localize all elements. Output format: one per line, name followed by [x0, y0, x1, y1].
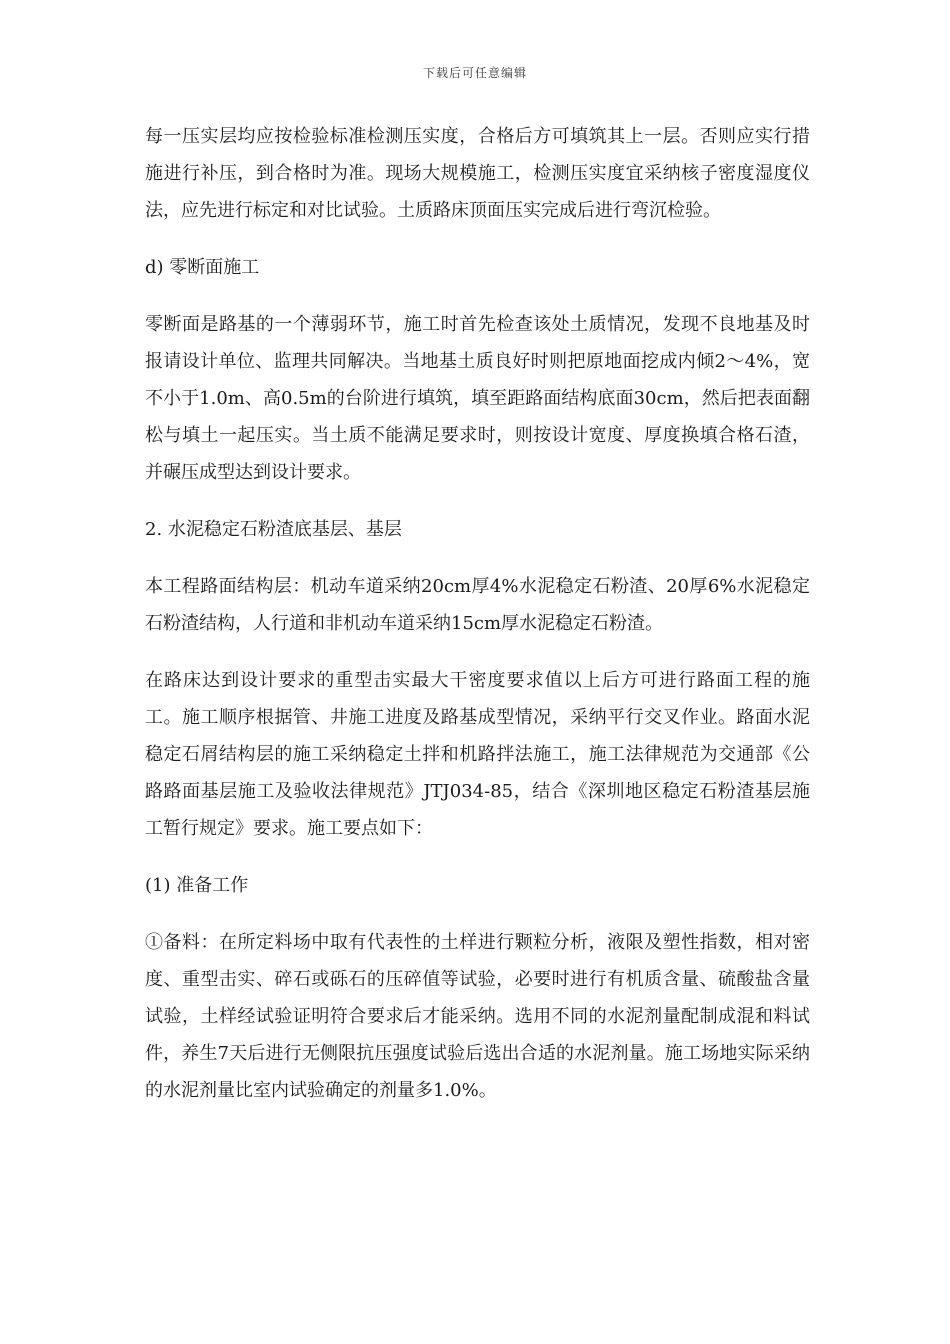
paragraph-materials: ①备料：在所定料场中取有代表性的土样进行颗粒分析，液限及塑性指数，相对密度、重型击实、碎石或砾石的压碎值等试验，必要时进行有机质含量、硫酸盐含量试验，土样经试验证明符合要求后才能采纳。选用不同的水泥剂量配制成混和料试件，养生7天后进行无侧限抗压强度试验后选出合适的水泥剂量。施工场地实际采纳的水泥剂量比室内试验确定的剂量多1.0%。	[145, 932, 810, 1101]
paragraph-zero-section: 零断面是路基的一个薄弱环节，施工时首先检查该处土质情况，发现不良地基及时报请设计单位、监理共同解决。当地基土质良好时则把原地面挖成内倾2～4%，宽不小于1.0m、高0.5m的台阶进行填筑，填至距路面结构底面30cm，然后把表面翻松与填土一起压实。当土质不能满足要求时，则按设计宽度、厚度换填合格石渣，并碾压成型达到设计要求。	[145, 314, 810, 483]
paragraph-compaction: 每一压实层均应按检验标准检测压实度，合格后方可填筑其上一层。否则应实行措施进行补压，到合格时为准。现场大规模施工，检测压实度宜采纳核子密度湿度仪法，应先进行标定和对比试验。土质路床顶面压实完成后进行弯沉检验。	[145, 126, 810, 221]
heading-zero-section: d) 零断面施工	[145, 257, 260, 278]
heading-preparation: (1) 准备工作	[145, 875, 249, 896]
heading-cement-stabilized: 2. 水泥稳定石粉渣底基层、基层	[145, 519, 402, 540]
paragraph-structure-layers: 本工程路面结构层：机动车道采纳20cm厚4%水泥稳定石粉渣、20厚6%水泥稳定石粉渣结构，人行道和非机动车道采纳15cm厚水泥稳定石粉渣。	[145, 576, 810, 634]
paragraph-construction-sequence: 在路床达到设计要求的重型击实最大干密度要求值以上后方可进行路面工程的施工。施工顺序根据管、井施工进度及路基成型情况，采纳平行交叉作业。路面水泥稳定石屑结构层的施工采纳稳定土拌和机路拌法施工，施工法律规范为交通部《公路路面基层施工及验收法律规范》JTJ034-85，结合《深圳地区稳定石粉渣基层施工暂行规定》要求。施工要点如下：	[145, 670, 810, 839]
page-header: 下载后可任意编辑	[422, 66, 527, 80]
document-body	[145, 118, 810, 1129]
